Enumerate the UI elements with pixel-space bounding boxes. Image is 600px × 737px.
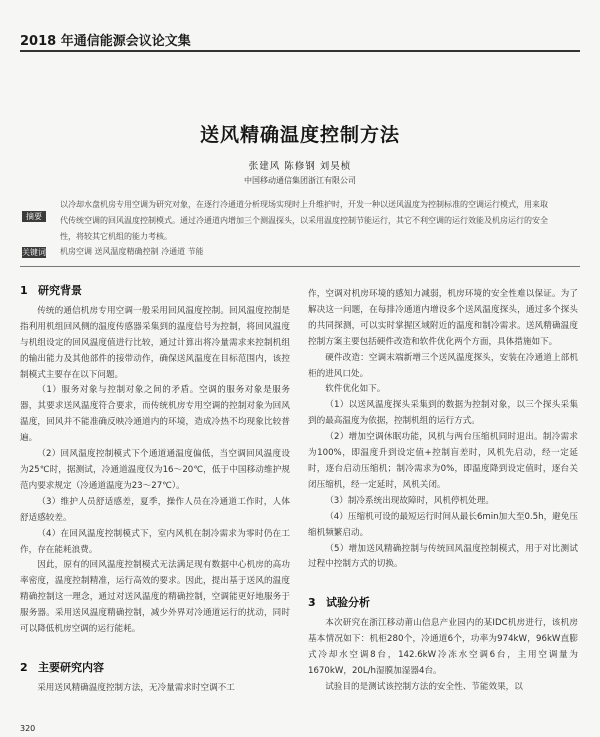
section-heading [308, 595, 578, 611]
paragraph: （3）制冷系统出现故障时，风机停机处理。 [325, 495, 494, 506]
paragraph: （2）回风温度控制模式下个通道通温度偏低，当空调回风温度设为25℃时，据测试，冷通道温度仅为16～20℃，低于中国移动维护规范内要求规定（冷通道温度为23～27℃）。 [20, 449, 290, 491]
paragraph: 因此，原有的回风温度控制模式无法满足现有数据中心机房的高功率密度，温度控制精准，运行高效的要求。因此，提出基于送风的温度精确控制这一理念，通过对送风温度的精确控制，空调能更好地服务于服务器。采用送风温度精确控制，减少外界对冷通道运行的扰动，同时可以降低机房空调的运行能耗。 [20, 560, 290, 635]
right-column [308, 287, 578, 696]
header-rule [20, 50, 580, 52]
section-title: 研究背景 [38, 284, 82, 297]
section-number: 3 [308, 596, 316, 610]
paragraph: （5）增加送风精确控制与传统回风温度控制模式，用于对比测试过程中控制方式的切换。 [308, 543, 578, 570]
paragraph: （1）服务对象与控制对象之间的矛盾。空调的服务对象是服务器，其要求送风温度符合要求，而传统机房专用空调的控制对象为回风温度，回风并不能准确反映冷通道内的环境，造成冷热不均现象比较普遍。 [20, 385, 290, 444]
section-title: 试验分析 [326, 596, 370, 610]
section-heading [20, 660, 290, 676]
section-number: 2 [20, 660, 28, 674]
paragraph: 采用送风精确温度控制方法，无冷量需求时空调不工 [37, 682, 235, 693]
paragraph: （3）维护人员舒适感差，夏季，操作人员在冷通道工作时，人体舒适感较差。 [20, 496, 290, 523]
abstract-label: 摘要 [22, 211, 46, 222]
paragraph: （4）压缩机可设的最短运行时间从最长6min加大至0.5h，避免压缩机频繁启动。 [308, 511, 578, 538]
keywords-text: 机房空调 送风温度精确控制 冷通道 节能 [60, 247, 204, 256]
paragraph: 本次研究在浙江移动莆山信息产业园内的某IDC机房进行，该机房基本情况如下：机柜280个，冷通道6个，功率为974kW，96kW直膨式冷却水空调8台，142.6kW冷冻水空调6台，主用空调量为1670kW，20L/h湿膜加湿器4台。 [308, 618, 578, 676]
journal-header: 2018 年通信能源会议论文集 [20, 34, 191, 49]
paragraph: 软件优化如下。 [325, 384, 386, 395]
paragraph: 传统的通信机房专用空调一般采用回风温度控制。回风温度控制是指利用机组回风侧的温度传感器采集到的温度信号为控制，将回风温度与机组设定的回风温度值进行比较，通过计算出将冷量需求来控制机组的输出能力及其他部件的接带动作，确保送风温度在目标范围内，该控制模式主要存在以下问题。 [20, 305, 290, 380]
paragraph: （4）在回风温度控制模式下，室内风机在制冷需求为零时仍在工作，存在能耗浪费。 [20, 528, 290, 555]
paragraph: （2）增加空调休眠功能，风机与两台压缩机同时退出。制冷需求为100%，即温度升到设定值+控制盲差时，风机先启动，经一定延时，逐台启动压缩机；制冷需求为0%，即温度降到设定值时，逐台关闭压缩机，经一定延时，风机关闭。 [308, 432, 578, 490]
paper-title: 送风精确温度控制方法 [199, 124, 400, 146]
paragraph: 作，空调对机房环境的感知力减弱，机房环境的安全性难以保证。为了解决这一问题，在每排冷通道内增设多个送风温度探头，通过多个探头的共同探测，可以实时掌握区域附近的温度和制冷需求。送风精确温度控制方案主要包括硬件改造和软件优化两个方面，具体措施如下。 [308, 289, 578, 347]
paragraph: 试验目的是测试该控制方法的安全性、节能效果，以 [325, 681, 523, 692]
section-title: 主要研究内容 [38, 660, 104, 674]
section-number: 1 [20, 284, 28, 297]
page-number: 320 [20, 724, 36, 733]
paragraph: （1）以送风温度探头采集到的数据为控制对象，以三个探头采集到的最高温度为依据，控制机组的运行方式。 [308, 400, 578, 427]
abstract-text: 以冷却水盘机房专用空调为研究对象，在逐行冷通道分析现场实现时上升维护时，开发一种以送风温度为控制标准的空调运行模式，用来取代传统空调的回风温度控制模式。通过冷通道内增加三个测温探头，以采用温度控制节能运行，其它不利空调的运行效能及机房运行的安全性，将较其它机组的能力考核。 [60, 200, 548, 241]
section-heading [20, 283, 290, 299]
abstract-divider [20, 266, 580, 267]
left-column [20, 283, 290, 697]
paper-affiliation: 中国移动通信集团浙江有限公司 [244, 176, 356, 185]
paragraph: 硬件改造：空调末端新增三个送风温度探头，安装在冷通道上部机柜的进风口处。 [308, 352, 578, 379]
paper-authors: 张建风 陈修钢 刘昊桢 [248, 161, 352, 172]
keywords-label: 关键词 [22, 248, 46, 257]
